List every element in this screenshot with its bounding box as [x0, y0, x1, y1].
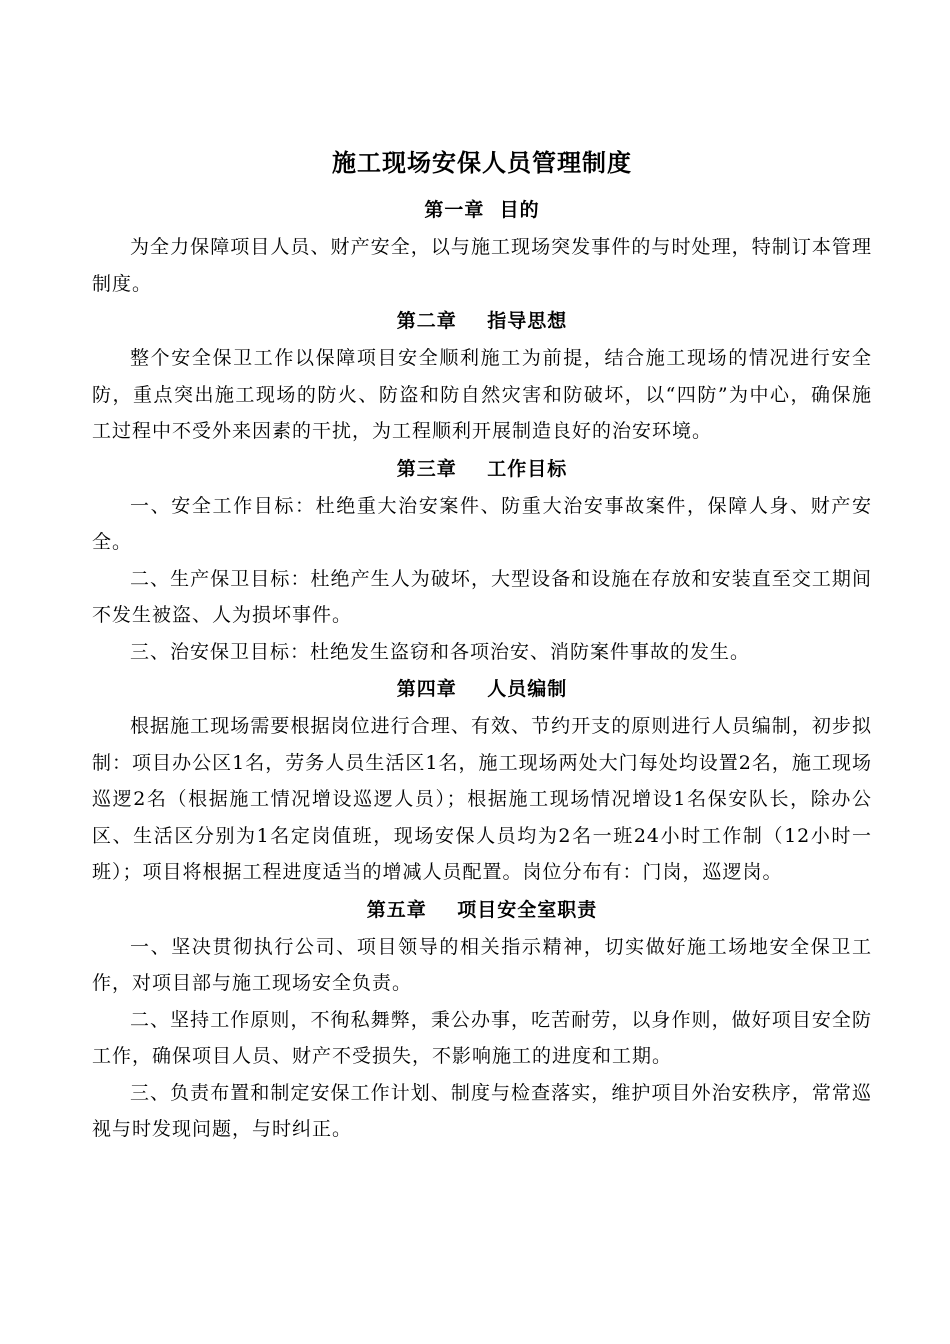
document-title: 施工现场安保人员管理制度 [332, 148, 632, 177]
chapter-heading: 第三章 工作目标 [396, 457, 568, 480]
paragraph: 一、安全工作目标：杜绝重大治安案件、防重大治安事故案件，保障人身、财产安全。 [92, 494, 872, 553]
chapter-heading: 第一章 目的 [424, 199, 540, 221]
chapter-2 [92, 302, 872, 450]
paragraph: 整个安全保卫工作以保障项目安全顺利施工为前提，结合施工现场的情况进行安全防，重点突出施工现场的防火、防盗和防自然灾害和防破坏，以“四防”为中心，确保施工过程中不受外来因素的干扰，为工程顺利开展制造良好的治安环境。 [92, 347, 872, 442]
paragraph: 根据施工现场需要根据岗位进行合理、有效、节约开支的原则进行人员编制，初步拟制：项目办公区1名，劳务人员生活区1名，施工现场两处大门每处均设置2名，施工现场巡逻2名（根据施工情况增设巡逻人员）；根据施工现场情况增设1名保安队长，除办公区、生活区分别为1名定岗值班，现场安保人员均为2名一班24小时工作制（12小时一班）；项目将根据工程进度适当的增减人员配置。岗位分布有：门岗，巡逻岗。 [92, 715, 872, 883]
chapter-heading: 第五章 项目安全室职责 [366, 898, 598, 921]
chapter-1 [92, 191, 872, 302]
paragraph: 三、负责布置和制定安保工作计划、制度与检查落实，维护项目外治安秩序，常常巡视与时发现问题，与时纠正。 [92, 1081, 872, 1140]
chapter-4 [92, 670, 872, 891]
paragraph: 二、坚持工作原则，不徇私舞弊，秉公办事，吃苦耐劳，以身作则，做好项目安全防工作，确保项目人员、财产不受损失，不影响施工的进度和工期。 [92, 1008, 872, 1067]
paragraph: 二、生产保卫目标：杜绝产生人为破坏，大型设备和设施在存放和安装直至交工期间不发生被盗、人为损坏事件。 [92, 567, 872, 626]
paragraph: 为全力保障项目人员、财产安全，以与施工现场突发事件的与时处理，特制订本管理制度。 [92, 236, 872, 295]
chapter-heading: 第二章 指导思想 [396, 310, 568, 332]
chapter-5 [92, 891, 872, 1148]
paragraph: 三、治安保卫目标：杜绝发生盗窃和各项治安、消防案件事故的发生。 [130, 640, 751, 663]
chapter-3 [92, 450, 872, 671]
paragraph: 一、坚决贯彻执行公司、项目领导的相关指示精神，切实做好施工场地安全保卫工作，对项目部与施工现场安全负责。 [92, 935, 872, 994]
chapter-heading: 第四章 人员编制 [396, 678, 568, 700]
document-body [92, 143, 872, 1148]
